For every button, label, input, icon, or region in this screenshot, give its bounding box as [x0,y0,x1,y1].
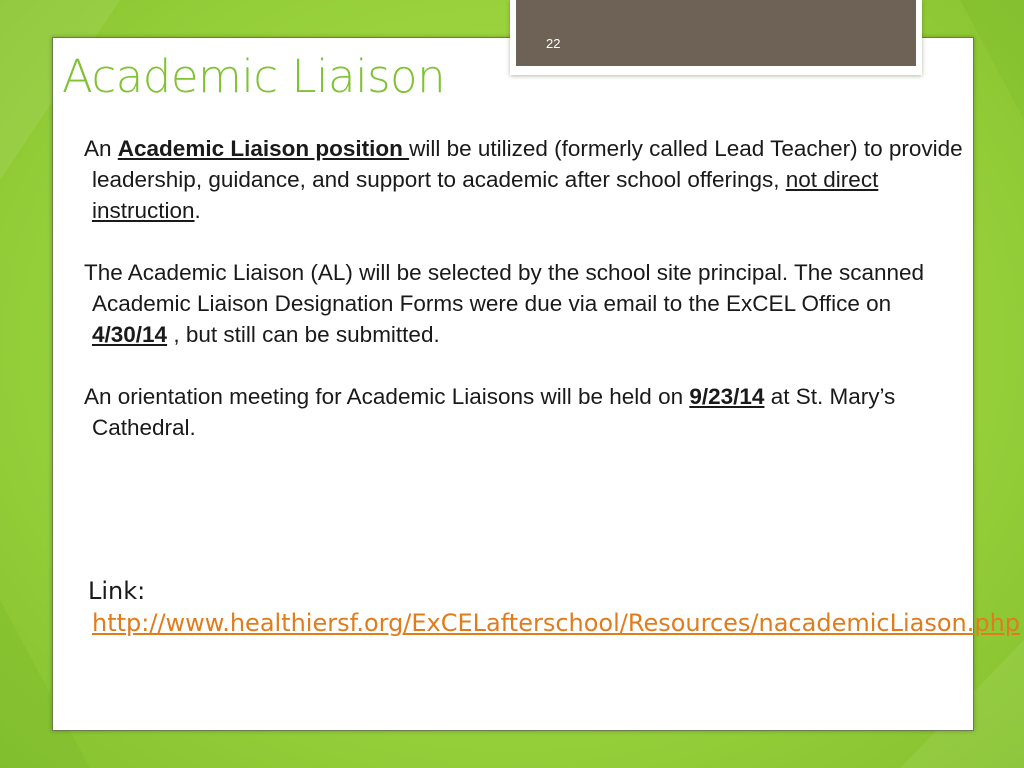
link-label: Link: [88,577,146,605]
slide-number-tab [510,0,922,75]
paragraph-selection-end: , but still can be submitted. [167,322,440,347]
paragraph-orientation [62,381,967,443]
paragraph-orientation-lead: An orientation meeting for Academic Liaisons will be held on [84,384,690,409]
paragraph-orientation-end: at St. Mary’s Cathedral. [92,384,896,440]
paragraph-position [62,133,967,226]
academic-liaison-position-term: Academic Liaison position [117,136,410,161]
forms-due-date: 4/30/14 [92,322,168,347]
slide-body [62,133,967,443]
slide-number-tab-fill [516,0,916,66]
paragraph-position-end: . [194,198,201,223]
paragraph-selection-lead: The Academic Liaison (AL) will be selected by the school site principal. The scanned Academic Liaison Designation Forms were due via email to the ExCEL Office on [84,260,925,316]
slide-number: 22 [546,36,561,51]
paragraph-position-lead: An [84,136,118,161]
orientation-date: 9/23/14 [689,384,765,409]
paragraph-position-middle: will be utilized (formerly called Lead Teacher) to provide leadership, guidance, and support to academic after school offerings, [92,136,963,192]
slide-title: Academic Liaison [62,50,446,103]
paragraph-selection [62,257,967,350]
resources-link[interactable]: http://www.healthiersf.org/ExCELafterschool/Resources/nacademicLiason.php [92,609,1021,637]
not-direct-instruction-text: not direct instruction [92,167,879,223]
link-paragraph [62,575,1021,639]
